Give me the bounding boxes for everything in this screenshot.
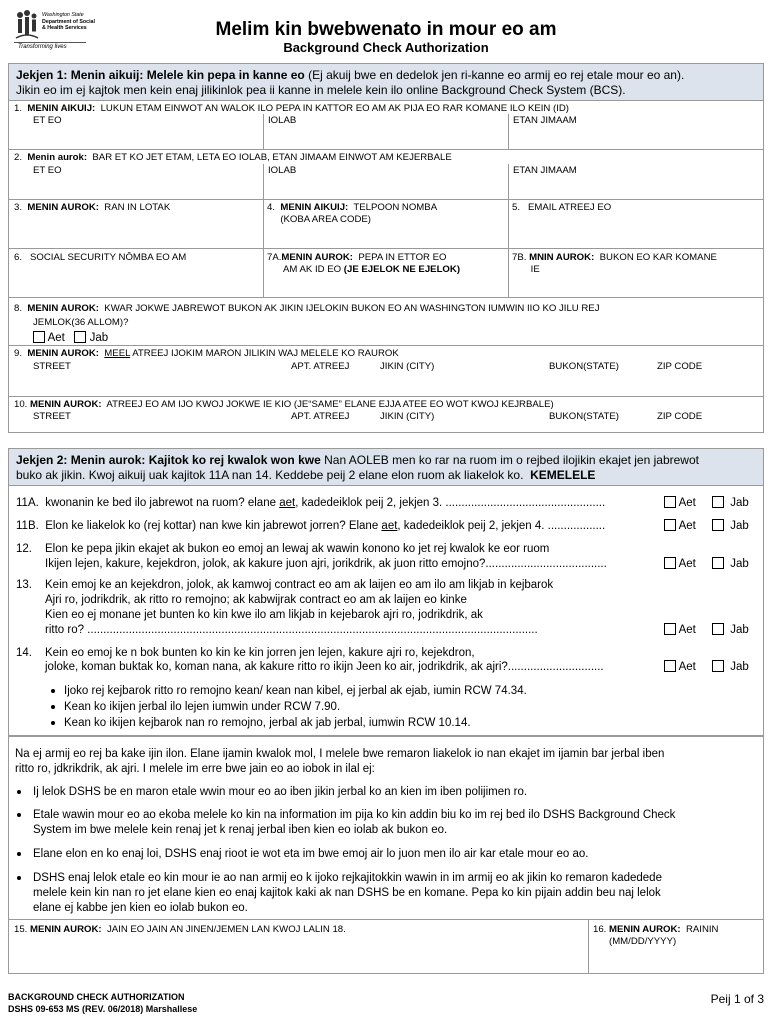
bullet-icon	[51, 705, 55, 709]
q14-num: 14.	[16, 647, 32, 659]
field9-street-label: STREET	[33, 361, 71, 372]
notice-point1: Ij lelok DSHS be en maron etale wwin mour eo ao iben jikin jerbal ko an kien im iben polijimen ro.	[33, 786, 528, 798]
notice-point4-line2: melele kein kin nan ro jet elane kien eo enaj kajitok kaki ak nan DSHS be en komane. Pepa ko kin pijain addin beu naj lelok	[33, 887, 661, 899]
bullet-icon	[17, 852, 21, 856]
section1-heading: Jekjen 1: Menin aikuij: Melele kin pepa in kanne eo	[16, 68, 305, 82]
section2-head-strong: KEMELELE	[530, 468, 596, 482]
notice-point4-line3: elane ej kabbe jen kien eo iolab bukon eo.	[33, 902, 248, 914]
field1-first-name-label: ET EO	[33, 115, 62, 126]
q13-line1: Kein emoj ke an kejekdron, jolok, ak kamwoj contract eo am ak laijen eo am ilo am likjab in kejbarok	[45, 579, 554, 591]
field3-dob-label: 3. MENIN AUROK: RAN IN LOTAK	[14, 202, 171, 213]
notice-point4-line1: DSHS enaj lelok etale eo kin mour ie ao nan armij eo k ijoko rejkajitokkin wawin in im armij eo ak jikin ko remaron kadedede	[33, 872, 662, 884]
q14-bullet3: Kean ko ikijen kejbarok nan ro remojno, jerbal ak jab jerbal, iumwin RCW 10.14.	[64, 717, 471, 729]
field9-label: 9. MENIN AUROK: MEEL ATREEJ IJOKIM MARON JILIKIN WAJ MELELE KO RAUROK	[14, 348, 399, 359]
field10-street-label: STREET	[33, 411, 71, 422]
q12-no-checkbox[interactable]	[712, 557, 724, 569]
field9-city-label: JIKIN (CITY)	[380, 361, 435, 372]
section2-heading: Jekjen 2: Menin aurok: Kajitok ko rej kwalok won kwe	[16, 453, 321, 467]
field10-label: 10. MENIN AUROK: ATREEJ EO AM IJO KWOJ JOKWE IE KIO (JE“SAME” ELANE EJJA ATEE EO WOT KWOJ KEJRBALE)	[14, 399, 554, 410]
q14-line1: Kein eo emoj ke n bok bunten ko kin ke kin jorren jen lejen, kakure ajri ro, kejekdron,	[45, 647, 475, 659]
field16-date-label: 16. MENIN AUROK: RAININ (MM/DD/YYYY)	[593, 924, 719, 947]
field8-no-checkbox[interactable]	[74, 331, 86, 343]
field9-zip-label: ZIP CODE	[657, 361, 703, 372]
notice-intro-line2: ritto ro, jdkrikdrik, ak ajri. I melele im erre bwe jain eo ao iobok in ilal ej:	[15, 763, 375, 775]
field7b-state-label: 7B. MNIN AUROK: BUKON EO KAR KOMANE IE	[512, 252, 717, 275]
field5-email-label: 5. EMAIL ATREEJ EO	[512, 202, 612, 213]
section1-header	[8, 63, 764, 101]
field9-apt-label: APT. ATREEJ	[291, 361, 350, 372]
field2-last-name-label: ETAN JIMAAM	[513, 165, 577, 176]
notice-point2-line2: System im bwe melele kein renaj jet k renaj jerbal iben kien eo iolab ak bukon eo.	[33, 824, 448, 836]
field1-label: 1. MENIN AIKUIJ: LUKUN ETAM EINWOT AN WALOK ILO PEPA IN KATTOR EO AM AK PIJA EO RAR KOMANE ILO KEIN (ID)	[14, 103, 569, 114]
q14-no-checkbox[interactable]	[712, 660, 724, 672]
form-subtitle: Background Check Authorization	[283, 40, 489, 55]
q13-yes-checkbox[interactable]	[664, 623, 676, 635]
field1-middle-name-label: IOLAB	[268, 115, 297, 126]
form-title: Melim kin bwebwenato in mour eo am	[215, 19, 557, 40]
page-number: Peij 1 of 3	[710, 992, 764, 1006]
field10-state-label: BUKON(STATE)	[549, 411, 619, 422]
q11a-options: Aet Jab	[664, 496, 749, 509]
bullet-icon	[17, 790, 21, 794]
q11a-no-checkbox[interactable]	[712, 496, 724, 508]
q14-bullet2: Kean ko ikijen jerbal ilo lejen iumwin under RCW 7.90.	[64, 701, 341, 713]
footer-form-title: BACKGROUND CHECK AUTHORIZATION	[8, 992, 185, 1002]
q13-no-checkbox[interactable]	[712, 623, 724, 635]
field10-city-label: JIKIN (CITY)	[380, 411, 435, 422]
field2-first-name-label: ET EO	[33, 165, 62, 176]
field7a-license-label: 7A.MENIN AUROK: PEPA IN ETTOR EO AM AK ID EO (JE EJELOK NE EJELOK)	[267, 252, 461, 275]
agency-tagline: Transforming lives	[18, 44, 67, 50]
field6-ssn-label: 6. SOCIAL SECURITY NŌMBA EO AM	[14, 252, 187, 263]
field4-phone-label: 4. MENIN AIKUIJ: TELPOON NOMBA (KOBA AREA CODE)	[267, 202, 438, 225]
q14-line2: joloke, koman buktak ko, koman nana, ak kakure ritto ro ikijn Jeen ko air, jodrikdrik, ak ajri?..............................	[45, 661, 604, 673]
q11b-text: 11B. Elon ke liakelok ko (rej kottar) nan kwe kin jabrewot jorren? Elane aet, kadedeiklok peij 2, jekjen 4. ..................	[16, 520, 606, 532]
q14-options: Aet Jab	[664, 660, 749, 673]
agency-state: Washington State	[42, 12, 84, 18]
q11b-options: Aet Jab	[664, 519, 749, 532]
field8-label: 8. MENIN AUROK: KWAR JOKWE JABREWOT BUKON AK JIKIN IJELOKIN BUKON EO AN WASHINGTON IUMWIN IIO KO JILU REJ	[14, 303, 600, 314]
q11a-text: 11A. kwonanin ke bed ilo jabrewot na ruom? elane aet, kadedeiklok peij 2, jekjen 3. ..................................................	[16, 497, 606, 509]
q14-bullet1: Ijoko rej kejbarok ritto ro remojno kean/ kean nan kibel, ej jerbal ak ejab, iumin RCW 74.34.	[64, 685, 527, 697]
q11a-yes-checkbox[interactable]	[664, 496, 676, 508]
agency-line2: Department of Social	[42, 19, 95, 25]
q13-options: Aet Jab	[664, 623, 749, 636]
section1-head-text: (Ej akuij bwe en dedelok jen ri-kanne eo armij eo rej etale mour eo an).	[308, 68, 685, 82]
bullet-icon	[17, 876, 21, 880]
field10-apt-label: APT. ATREEJ	[291, 411, 350, 422]
q11b-no-checkbox[interactable]	[712, 519, 724, 531]
bullet-icon	[51, 689, 55, 693]
q12-yes-checkbox[interactable]	[664, 557, 676, 569]
q12-options: Aet Jab	[664, 557, 749, 570]
section2-head-line2: buko ak jikin. Kwoj aikuij uak kajitok 11A nan 14. Keddebe peij 2 elane elon ruom ak liakelok ko.	[16, 468, 524, 482]
q12-line2: Ikijen lejen, kakure, kejekdron, jolok, ak kakure juon ajri, jorikdrik, ak juon ritto emojno?......................................	[45, 558, 607, 570]
section2-header	[8, 448, 764, 486]
q13-line4: ritto ro? .............................................................................................................................................	[45, 624, 538, 636]
q13-num: 13.	[16, 579, 32, 591]
field1-last-name-label: ETAN JIMAAM	[513, 115, 577, 126]
field8-options: Aet Jab	[33, 331, 108, 344]
q12-num: 12.	[16, 543, 32, 555]
field9-state-label: BUKON(STATE)	[549, 361, 619, 372]
q13-line3: Kien eo ej monane jet bunten ko kin kwe ilo am likjab in kejebarok ajri ro, jodrikdrik, ak	[45, 609, 483, 621]
notice-point2-line1: Etale wawin mour eo ao ekoba melele ko kin na information im pija ko kin addin biu ko im rej bed ilo DSHS Background Check	[33, 809, 676, 821]
footer-form-id: DSHS 09-653 MS (REV. 06/2018) Marshallese	[8, 1004, 198, 1014]
field2-middle-name-label: IOLAB	[268, 165, 297, 176]
q13-line2: Ajri ro, jodrikdrik, ak ritto ro remojno; ak kabwijrak contract eo am ak laijen eo kinke	[45, 594, 467, 606]
bullet-icon	[17, 813, 21, 817]
q11b-yes-checkbox[interactable]	[664, 519, 676, 531]
field2-label: 2. Menin aurok: BAR ET KO JET ETAM, LETA EO IOLAB, ETAN JIMAAM EINWOT AM KEJERBALE	[14, 152, 452, 163]
q14-yes-checkbox[interactable]	[664, 660, 676, 672]
field15-signature-label: 15. MENIN AUROK: JAIN EO JAIN AN JINEN/JEMEN LAN KWOJ LALIN 18.	[14, 924, 346, 935]
field8-label-line2: JEMLOK(36 ALLOM)?	[33, 317, 129, 328]
field10-zip-label: ZIP CODE	[657, 411, 703, 422]
bullet-icon	[51, 721, 55, 725]
agency-line3: & Health Services	[42, 25, 87, 31]
field8-yes-checkbox[interactable]	[33, 331, 45, 343]
section1-head-line2: Jikin eo im ej kajtok men kein enaj jilikinlok pea ii kanne in melele kein ilo online Background Check System (BCS).	[16, 83, 626, 97]
notice-point3: Elane elon en ko enaj loi, DSHS enaj rioot ie wot eta im bwe emoj air lo juon men ilo air kar etale mour eo ao.	[33, 848, 589, 860]
section2-head-text: Nan AOLEB men ko rar na ruom im o rejbed ilojikin ekajet jen jabrewot	[324, 453, 699, 467]
q12-line1: Elon ke pepa jikin ekajet ak bukon eo emoj an lewaj ak wawin konono ko jet rej kwalok ke eor ruom	[45, 543, 550, 555]
notice-intro-line1: Na ej armij eo rej ba kake ijin ilon. Elane ijamin kwalok mol, I melele bwe remaron liakelok io nan ekajet im ijamin bar jerbal iben	[15, 748, 665, 760]
